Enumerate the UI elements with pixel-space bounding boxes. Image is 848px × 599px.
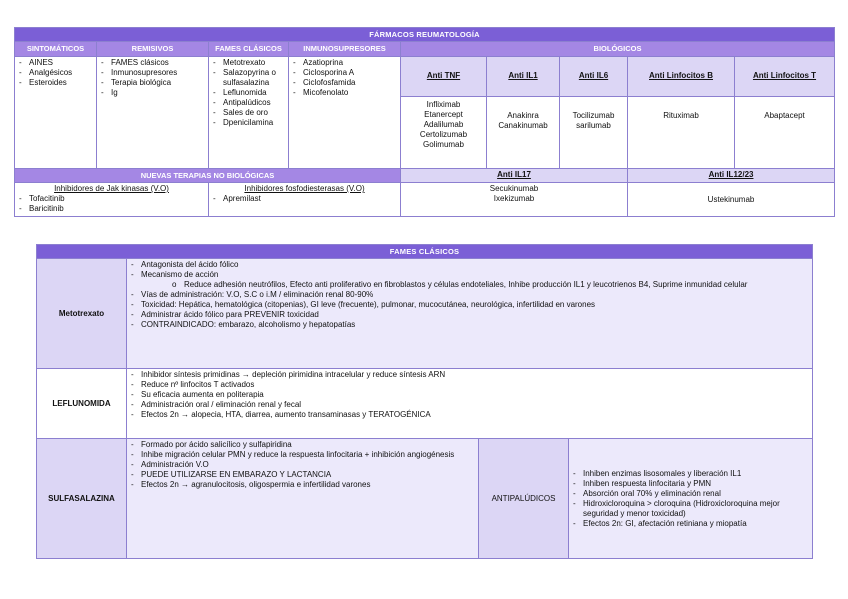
list-item: - Apremilast: [212, 194, 397, 204]
list-item: - Sales de oro: [212, 108, 285, 118]
remisivos-list: [100, 58, 205, 98]
remisivos-cell: [97, 56, 209, 168]
list-item: - Administración oral / eliminación renal y fecal: [130, 400, 809, 410]
drug-item: Canakinumab: [498, 120, 548, 130]
main-title: FÁRMACOS REUMATOLOGÍA: [15, 28, 835, 42]
metotrexato-content: [127, 259, 813, 369]
list-item: - Ig: [100, 88, 205, 98]
anti-il1223-drugs: [628, 183, 835, 217]
list-item: - Inhibe migración celular PMN y reduce la respuesta linfocitaria + inhibición angiogénesis: [130, 450, 475, 460]
pde-cell: [209, 183, 401, 217]
leflunomida-content: [127, 369, 813, 439]
drug-item: Certolizumab: [419, 129, 468, 139]
list-item: - CONTRAINDICADO: embarazo, alcoholismo y hepatopatías: [130, 320, 809, 330]
drug-item: sarilumab: [576, 120, 611, 130]
list-item: - Inhibidor síntesis primidinas → depleción pirimidina intracelular y reduce síntesis ARN: [130, 370, 809, 380]
anti-il6-drugs: [560, 96, 628, 168]
list-item: - Ciclofosfamida: [292, 78, 397, 88]
list-item: - Efectos 2n → agranulocitosis, oligospermia e infertilidad varones: [130, 480, 475, 490]
antipaludicos-label: ANTIPALÚDICOS: [479, 439, 569, 559]
jak-list: [18, 194, 205, 214]
metotrexato-label: Metotrexato: [37, 259, 127, 369]
antipaludicos-content: [569, 439, 813, 559]
header-biologicos: BIOLÓGICOS: [401, 42, 835, 56]
list-item: - Reduce nº linfocitos T activados: [130, 380, 809, 390]
list-item: - Efectos 2n: GI, afectación retiniana y miopatía: [572, 519, 809, 529]
fames-cell: [209, 56, 289, 168]
list-item: - Hidroxicloroquina > cloroquina (Hidroxicloroquina mejor seguridad y menor toxicidad): [572, 499, 809, 519]
drug-item: Golimumab: [423, 139, 464, 149]
drug-item: Etanercept: [424, 109, 463, 119]
sintomaticos-cell: [15, 56, 97, 168]
list-item: - Salazopyrina o sulfasalazina: [212, 68, 285, 88]
list-item: - Inhiben respuesta linfocitaria y PMN: [572, 479, 809, 489]
list-item: - Inhiben enzimas lisosomales y liberación IL1: [572, 469, 809, 479]
inmunosupresores-cell: [289, 56, 401, 168]
jak-title: Inhibidores de Jak kinasas (V.O): [54, 184, 169, 194]
list-item: - Tofacitinib: [18, 194, 205, 204]
list-item: - Vías de administración: V.O, S.C o i.M / eliminación renal 80-90%: [130, 290, 809, 300]
fames-clasicos-title: FAMES CLÁSICOS: [37, 245, 813, 259]
list-item: - Analgésicos: [18, 68, 93, 78]
pde-title: Inhibidores fosfodiesterasas (V.O): [244, 184, 365, 194]
list-item: - Azatioprina: [292, 58, 397, 68]
leflunomida-label: LEFLUNOMIDA: [37, 369, 127, 439]
list-item: - Administrar ácido fólico para PREVENIR toxicidad: [130, 310, 809, 320]
header-sintomaticos: SINTOMÁTICOS: [15, 42, 97, 56]
header-remisivos: REMISIVOS: [97, 42, 209, 56]
list-item: - Leflunomida: [212, 88, 285, 98]
drug-item: Infliximab: [426, 99, 461, 109]
list-item: - Micofenolato: [292, 88, 397, 98]
drug-item: Anakinra: [507, 110, 539, 120]
sulfasalazina-label: SULFASALAZINA: [37, 439, 127, 559]
list-item: - Baricitinib: [18, 204, 205, 214]
nuevas-terapias-header: NUEVAS TERAPIAS NO BIOLÓGICAS: [15, 168, 401, 182]
list-item: - Dpenicilamina: [212, 118, 285, 128]
inmunosupresores-list: [292, 58, 397, 98]
list-item: - Absorción oral 70% y eliminación renal: [572, 489, 809, 499]
list-item: - Terapia biológica: [100, 78, 205, 88]
list-item: - Antipalúdicos: [212, 98, 285, 108]
list-item: - Toxicidad: Hepática, hematológica (citopenias), GI leve (frecuente), pulmonar, mucocutánea, neurológica, infertilidad en varones: [130, 300, 809, 310]
drug-item: Ustekinumab: [707, 194, 755, 204]
drug-item: Tocilizumab: [572, 110, 615, 120]
anti-linfocitos-b-drugs: [628, 96, 735, 168]
anti-il17-header: Anti IL17: [497, 169, 531, 179]
drug-item: Adalilumab: [423, 119, 464, 129]
list-item: - AINES: [18, 58, 93, 68]
anti-il1-drugs: [487, 96, 560, 168]
bio-header-anti-tnf: Anti TNF: [426, 71, 461, 81]
anti-il17-drugs: [401, 183, 628, 217]
anti-linfocitos-t-drugs: [735, 96, 835, 168]
pde-list: [212, 194, 397, 204]
jak-cell: [15, 183, 209, 217]
anti-tnf-drugs: [401, 96, 487, 168]
bio-header-anti-linfocitos-t: Anti Linfocitos T: [752, 71, 817, 81]
list-item: - Formado por ácido salicílico y sulfapiridina: [130, 440, 475, 450]
fames-clasicos-table: [36, 244, 813, 559]
bio-header-anti-il6: Anti IL6: [578, 71, 609, 81]
header-inmunosupresores: INMUNOSUPRESORES: [289, 42, 401, 56]
list-item: o Reduce adhesión neutrófilos, Efecto anti proliferativo en fibroblastos y células endoteliales, Inhibe producción IL1 y leucotrienos B4, Suprime inmunidad celular: [172, 280, 809, 290]
drug-item: Abaptacept: [764, 110, 805, 120]
drug-item: Ixekizumab: [493, 194, 535, 204]
drug-item: Rituximab: [663, 110, 699, 120]
sulfasalazina-content: [127, 439, 479, 559]
anti-il1223-header: Anti IL12/23: [708, 169, 754, 179]
farmacos-reumatologia-table: [14, 27, 835, 217]
list-item: - Ciclosporina A: [292, 68, 397, 78]
bio-header-anti-linfocitos-b: Anti Linfocitos B: [649, 71, 713, 81]
list-item: - Esteroides: [18, 78, 93, 88]
header-fames-clasicos: FAMES CLÁSICOS: [209, 42, 289, 56]
list-item: - Inmunosupresores: [100, 68, 205, 78]
list-item: - Administración V.O: [130, 460, 475, 470]
bio-header-anti-il1: Anti IL1: [508, 71, 538, 81]
fames-list: [212, 58, 285, 128]
list-item: - Efectos 2n → alopecia, HTA, diarrea, aumento transaminasas y TERATOGÉNICA: [130, 410, 809, 420]
drug-item: Secukinumab: [489, 184, 539, 194]
list-item: - Antagonista del ácido fólico: [130, 260, 809, 270]
list-item: - Mecanismo de acción: [130, 270, 809, 280]
list-item: - FAMES clásicos: [100, 58, 205, 68]
list-item: - Metotrexato: [212, 58, 285, 68]
list-item: - Su eficacia aumenta en politerapia: [130, 390, 809, 400]
sintomaticos-list: [18, 58, 93, 88]
list-item: - PUEDE UTILIZARSE EN EMBARAZO Y LACTANCIA: [130, 470, 475, 480]
